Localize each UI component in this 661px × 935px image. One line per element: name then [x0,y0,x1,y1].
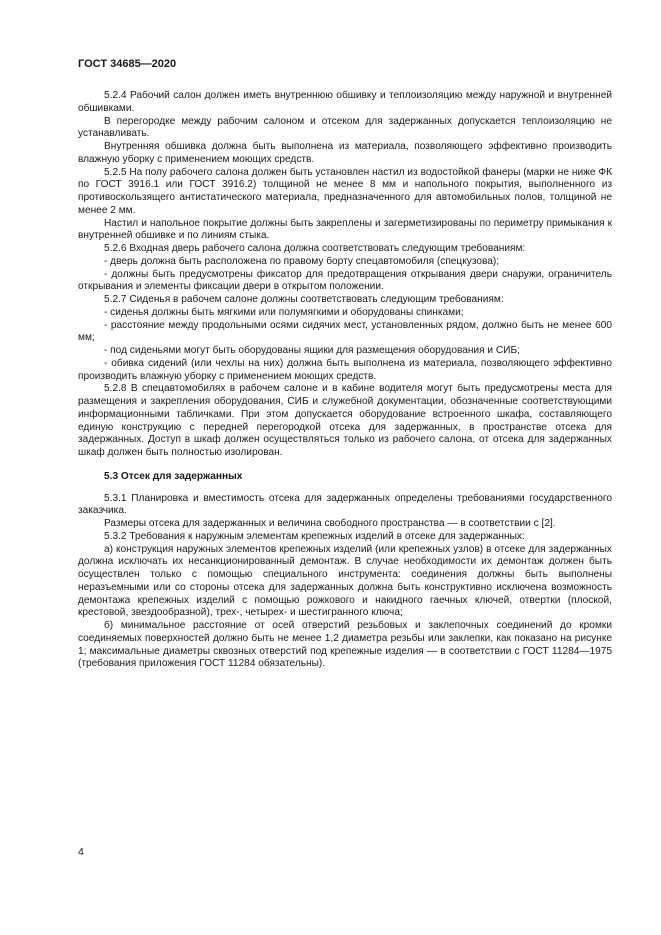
list-item: - под сиденьями могут быть оборудованы ящики для размещения оборудования и СИБ; [104,345,520,356]
list-item: б) минимальное расстояние от осей отверстий резьбовых и заклепочных соединений до кромки соединяемых поверхностей должно быть не менее 1,2 диаметра резьбы или заклепки, как показано на рисунке 1; максимальные диаметры сквозных отверстий под крепежные изделия — в соответствии с ГОСТ 11284—1975 (требования приложения ГОСТ 11284 обязательны). [78,620,612,670]
paragraph: 5.2.6 Входная дверь рабочего салона должна соответствовать следующим требованиям: [104,243,526,254]
paragraph: 5.2.7 Сиденья в рабочем салоне должны соответствовать следующим требованиям: [104,294,504,305]
paragraph: В перегородке между рабочим салоном и отсеком для задержанных допускается теплоизоляцию не устанавливать. [78,115,612,140]
paragraph: 5.2.5 На полу рабочего салона должен быть установлен настил из водостойкой фанеры (марки не ниже ФК по ГОСТ 3916.1 или ГОСТ 3916.2) толщиной не менее 8 мм и напольного покрытия, выполненного из противоскользящего антистатического материала, предназначенного для автомобильных полов, толщиной не менее 2 мм. [78,166,612,216]
paragraph: 5.3.1 Планировка и вместимость отсека для задержанных определены требованиями государственного заказчика. [78,492,612,517]
list-item: а) конструкция наружных элементов крепежных изделий (или крепежных узлов) в отсеке для задержанных должна исключать их несанкционированный демонтаж. В случае необходимости их демонтаж должен быть осуществлен только с помощью специального инструмента: соединения должны быть выполнены неразъемными или со стороны отсека для задержанных должна быть конструктивно исключена возможность демонтажа крепежных изделий с помощью рожкового и накидного гаечных ключей, отвертки (плоской, крестовой, звездообразной), трех-, четырех- и шестигранного ключа; [78,543,612,619]
paragraph: Размеры отсека для задержанных и величина свободного пространства — в соответствии с [2]. [104,518,556,529]
paragraph: 5.2.4 Рабочий салон должен иметь внутреннюю обшивку и теплоизоляцию между наружной и внутренней обшивками. [78,90,612,114]
paragraph: 5.2.8 В спецавтомобилях в рабочем салоне и в кабине водителя могут быть предусмотрены места для размещения и закрепления оборудования, СИБ и служебной документации, обозначенные соответствующими информационными табличками. При этом допускается оборудование встроенного шкафа, составляющего единую конструкцию с передней перегородкой отсека для задержанных, в пространстве отсека для задержанных. Доступ в шкаф должен осуществляться только из рабочего салона, от отсека для задержанных шкаф должен быть полностью изолирован. [78,383,612,458]
list-item: - дверь должна быть расположена по правому борту спецавтомобиля (спецкузова); [104,255,500,267]
list-item: - обивка сидений (или чехлы на них) должна быть выполнена из материала, позволяющего эффективно производить влажную уборку с применением моющих средств. [78,357,612,382]
document-body [78,90,612,671]
page-number: 4 [78,846,84,858]
list-item: - расстояние между продольными осями сидячих мест, установленных рядом, должно быть не менее 600 мм; [78,319,612,344]
document-header-title: ГОСТ 34685—2020 [78,58,177,70]
paragraph: Внутренняя обшивка должна быть выполнена из материала, позволяющего эффективно производить влажную уборку с применением моющих средств. [78,141,612,165]
paragraph: 5.3.2 Требования к наружным элементам крепежных изделий в отсеке для задержанных: [104,530,525,542]
paragraph: Настил и напольное покрытие должны быть закреплены и загерметизированы по периметру примыкания к внутренней обшивке и по линиям стыка. [78,217,612,242]
section-heading: 5.3 Отсек для задержанных [104,470,243,482]
list-item: - должны быть предусмотрены фиксатор для предотвращения открывания двери снаружи, ограничитель открывания и элементы фиксации двери в открытом положении. [78,268,612,293]
list-item: - сиденья должны быть мягкими или полумягкими и оборудованы спинками; [104,306,464,318]
